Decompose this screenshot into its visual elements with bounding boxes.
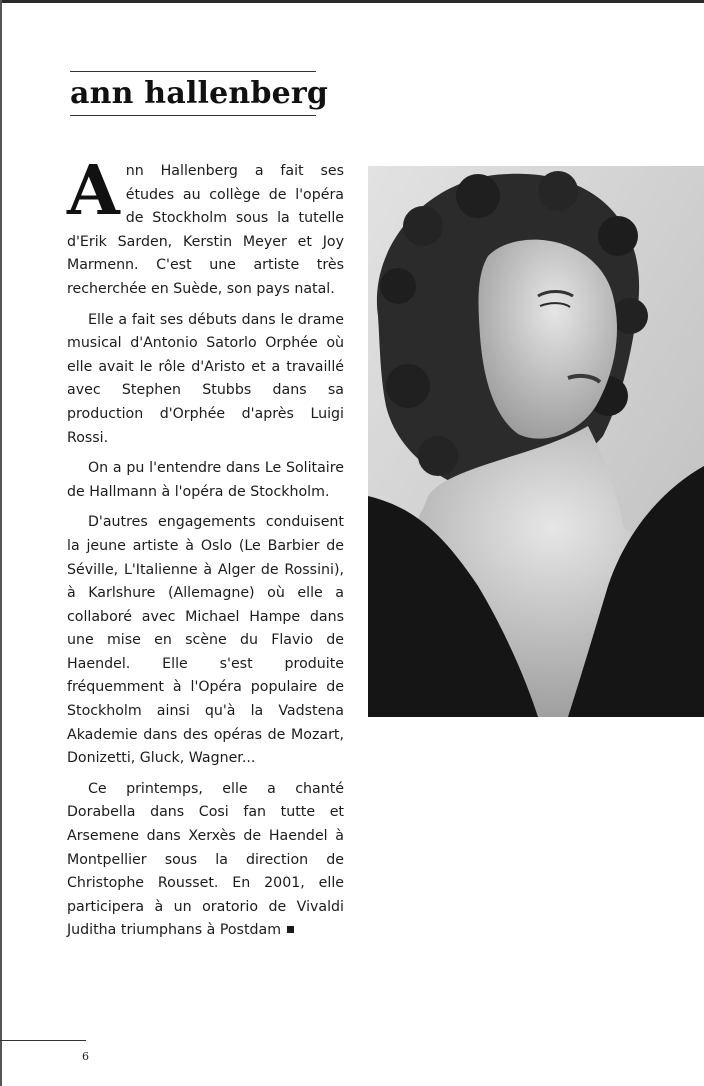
- title-rule-top: [70, 71, 316, 72]
- page-title: ann hallenberg: [70, 76, 329, 111]
- bio-paragraph-5-text: Ce printemps, elle a chanté Dorabella dans Cosi fan tutte et Arsemene dans Xerxès de Haendel à Montpellier sous la direction de Christophe Rousset. En 2001, elle participera à un oratorio de Vivaldi Juditha triumphans à Postdam: [67, 780, 344, 939]
- bio-paragraph-1-text: nn Hallenberg a fait ses études au collège de l'opéra de Stockholm sous la tutelle d'Erik Sarden, Kerstin Meyer et Joy Marmenn. C'est une artiste très recherchée en Suède, son pays natal.: [67, 163, 344, 297]
- bio-paragraph-2: Elle a fait ses débuts dans le drame musical d'Antonio Satorlo Orphée où elle avait le rôle d'Aristo et a travaillé avec Stephen Stubbs dans sa production d'Orphée d'après Luigi Rossi.: [67, 311, 344, 446]
- bio-paragraph-3: On a pu l'entendre dans Le Solitaire de Hallmann à l'opéra de Stockholm.: [67, 460, 344, 500]
- bio-paragraph-1: [67, 151, 344, 302]
- scan-border-top: [0, 0, 704, 3]
- biography-text: [67, 151, 344, 950]
- title-rule-bottom: [70, 115, 316, 116]
- footer-rule: [0, 1040, 86, 1041]
- drop-cap: A: [67, 151, 120, 231]
- portrait-photo: [368, 166, 704, 717]
- bio-paragraph-5: [67, 778, 344, 943]
- scan-border-left: [0, 0, 2, 1086]
- bio-paragraph-4: D'autres engagements conduisent la jeune artiste à Oslo (Le Barbier de Séville, L'Italienne à Alger de Rossini), à Karlshure (Allemagne) où elle a collaboré avec Michael Hampe dans une mise en scène du Flavio de Haendel. Elle s'est produite fréquemment à l'Opéra populaire de Stockholm ainsi qu'à la Vadstena Akademie dans des opéras de Mozart, Donizetti, Gluck, Wagner...: [67, 514, 344, 767]
- portrait-illustration: [368, 166, 704, 717]
- end-square-icon: [287, 926, 294, 933]
- page-number: 6: [82, 1050, 89, 1063]
